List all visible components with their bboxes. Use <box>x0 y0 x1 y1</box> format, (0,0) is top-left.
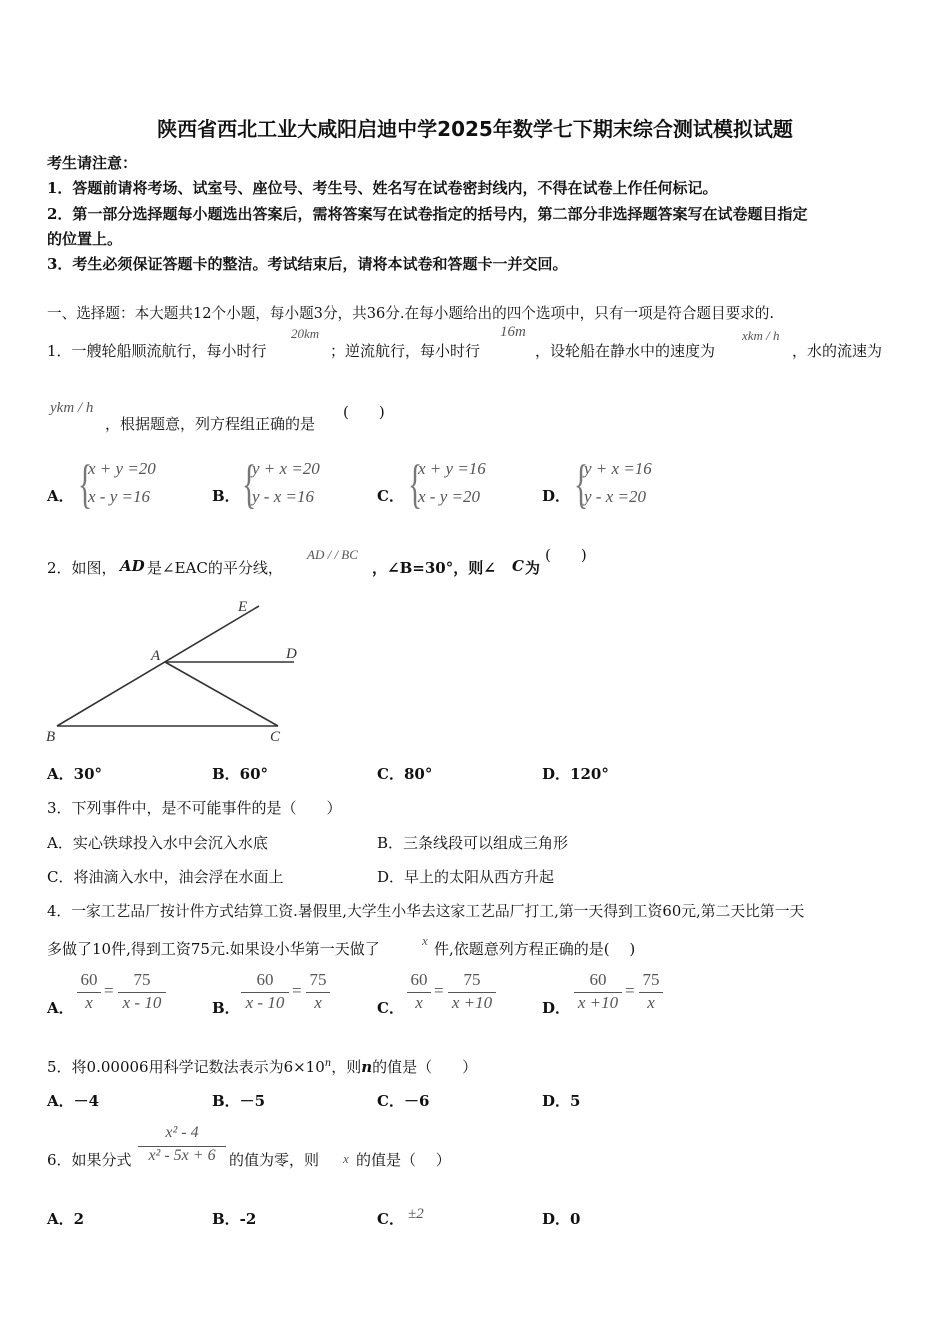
q4-option-a-eq: = <box>104 981 114 1000</box>
page-title: 陕西省西北工业大咸阳启迪中学2025年数学七下期末综合测试模拟试题 <box>157 117 793 141</box>
q4-option-d-eq: = <box>625 981 635 1000</box>
q4-option-b-label: B． <box>212 999 240 1017</box>
q2-text-2: 是∠EAC的平分线， <box>147 559 283 577</box>
q4-option-d-right: 75 x <box>639 970 663 1015</box>
q2-ad: AD <box>120 557 145 575</box>
q1-option-a-label: A． <box>47 487 74 505</box>
q6-text-3: 的值是（ ） <box>356 1151 451 1169</box>
q1-math-16m: 16m <box>500 324 526 340</box>
q1-math-20km: 20km <box>291 326 320 341</box>
q1-option-b-system <box>242 454 352 517</box>
line-ac <box>165 662 278 726</box>
q6-option-a: A．2 <box>47 1210 85 1228</box>
q4-option-b-right: 75 x <box>306 970 330 1015</box>
q5-option-a: A．－4 <box>47 1092 100 1110</box>
q1-option-d-label: D． <box>542 487 571 505</box>
q4-option-c-eq: = <box>434 981 444 1000</box>
q6-option-b: B．-2 <box>212 1210 257 1228</box>
notice-item-3: 3．考生必须保证答题卡的整洁。考试结束后，请将本试卷和答题卡一并交回。 <box>47 255 568 273</box>
notice-item-2-cont: 的位置上。 <box>47 230 123 248</box>
q1-option-c-system <box>408 454 518 517</box>
q6-denominator: x² - 5x + 6 <box>148 1147 216 1164</box>
q6-option-d: D．0 <box>542 1210 581 1228</box>
q6-numerator: x² - 4 <box>165 1124 199 1141</box>
q1-option-c-eq1: x + y =16 <box>418 459 486 478</box>
q3-option-a: A．实心铁球投入水中会沉入水底 <box>47 834 268 852</box>
q4-x: x <box>422 933 428 948</box>
q5-option-b: B．－5 <box>212 1092 266 1110</box>
label-e: E <box>238 599 248 615</box>
q5-text-3: 的值是（ ） <box>372 1058 478 1076</box>
brace-icon: { <box>408 454 423 514</box>
q6-x: x <box>343 1151 349 1166</box>
notice-item-1: 1．答题前请将考场、试室号、座位号、考生号、姓名写在试卷密封线内，不得在试卷上作任何标记。 <box>47 179 718 197</box>
q4-option-a-left: 60 x <box>77 970 101 1015</box>
q1-option-d-system <box>574 454 684 517</box>
label-b: B <box>46 729 56 745</box>
q6-option-c-value: ±2 <box>408 1206 424 1222</box>
brace-icon: { <box>242 454 257 514</box>
q5-stem <box>47 1056 477 1077</box>
q6-fraction <box>138 1124 226 1169</box>
q4-stem-line-2: 多做了10件,得到工资75元.如果设小华第一天做了 <box>47 940 380 958</box>
q3-option-b: B．三条线段可以组成三角形 <box>377 834 569 852</box>
q6-text-1: 6．如果分式 <box>47 1151 132 1169</box>
notice-heading: 考生请注意： <box>47 154 138 172</box>
q4-option-b-left: 60 x - 10 <box>241 970 289 1015</box>
q3-stem: 3．下列事件中，是不可能事件的是（ ） <box>47 799 342 817</box>
q2-option-a: A．30° <box>47 765 103 783</box>
q1-text-1: 1．一艘轮船顺流航行，每小时行 <box>47 342 267 360</box>
q2-geometry-figure <box>0 590 320 750</box>
q1-option-c-label: C． <box>377 487 404 505</box>
q5-n: n <box>361 1058 373 1076</box>
q4-option-b-eq: = <box>292 981 302 1000</box>
q2-math-parallel: AD / / BC <box>307 547 358 562</box>
q1-option-a-eq1: x + y =20 <box>88 459 156 478</box>
q2-c: C <box>512 557 524 575</box>
q5-text-1: 5．将0.00006用科学记数法表示为6×10 <box>47 1058 325 1076</box>
q2-answer-paren: ( ) <box>545 546 587 564</box>
brace-icon: { <box>78 454 93 514</box>
q1-text-2: ；逆流航行，每小时行 <box>330 342 481 360</box>
q2-option-c: C．80° <box>377 765 433 783</box>
q4-option-d-left: 60 x +10 <box>574 970 622 1015</box>
q2-text-3: ，∠B=30°，则∠ <box>372 559 496 577</box>
q6-option-c-label: C． <box>377 1210 404 1228</box>
q1-text-4: ，水的流速为 <box>792 342 883 360</box>
q1-text-5: ，根据题意，列方程组正确的是 <box>105 415 316 433</box>
q4-option-c-left: 60 x <box>407 970 431 1015</box>
q1-math-y: ykm / h <box>50 400 94 416</box>
q1-option-b-label: B． <box>212 487 240 505</box>
label-d: D <box>286 646 297 662</box>
q1-text-3: ，设轮船在静水中的速度为 <box>535 342 716 360</box>
label-c: C <box>270 729 281 745</box>
brace-icon: { <box>574 454 589 514</box>
q4-option-c-right: 75 x +10 <box>448 970 496 1015</box>
q1-option-d-eq1: y + x =16 <box>584 459 652 478</box>
q5-option-d: D．5 <box>542 1092 581 1110</box>
q1-option-a-system <box>78 454 188 517</box>
q1-option-d-eq2: y - x =20 <box>584 487 646 506</box>
q2-option-d: D．120° <box>542 765 609 783</box>
q3-option-c: C．将油滴入水中，油会浮在水面上 <box>47 868 284 886</box>
q2-option-b: B．60° <box>212 765 269 783</box>
label-a: A <box>151 648 161 664</box>
q4-option-a-right: 75 x - 10 <box>118 970 166 1015</box>
q3-option-d: D．早上的太阳从西方升起 <box>377 868 555 886</box>
q5-text-2: ，则 <box>331 1058 362 1076</box>
q1-option-c-eq2: x - y =20 <box>418 487 480 506</box>
q4-option-d-label: D． <box>542 999 571 1017</box>
q2-text-4: 为 <box>525 559 541 577</box>
q4-option-c-label: C． <box>377 999 404 1017</box>
q4-option-a-label: A． <box>47 999 74 1017</box>
q1-option-a-eq2: x - y =16 <box>88 487 150 506</box>
q4-stem-line-1: 4．一家工艺品厂按计件方式结算工资.暑假里,大学生小华去这家工艺品厂打工,第一天得到工资60元,第二天比第一天 <box>47 903 805 920</box>
notice-item-2: 2．第一部分选择题每小题选出答案后，需将答案写在试卷指定的括号内，第二部分非选择题答案写在试卷题目指定 <box>47 205 808 223</box>
section-heading: 一、选择题：本大题共12个小题，每小题3分，共36分.在每小题给出的四个选项中，只有一项是符合题目要求的. <box>47 305 775 322</box>
q1-answer-paren: ( ) <box>343 403 385 421</box>
q1-math-x: xkm / h <box>742 328 780 343</box>
q1-option-b-eq1: y + x =20 <box>252 459 320 478</box>
q4-stem-line-2b: 件,依题意列方程正确的是( ) <box>434 940 636 958</box>
q1-option-b-eq2: y - x =16 <box>252 487 314 506</box>
q6-text-2: 的值为零，则 <box>229 1151 320 1169</box>
line-be <box>57 606 259 726</box>
q5-exponent: n <box>324 1058 332 1069</box>
q2-text-1: 2．如图， <box>47 559 117 577</box>
q5-option-c: C．－6 <box>377 1092 430 1110</box>
